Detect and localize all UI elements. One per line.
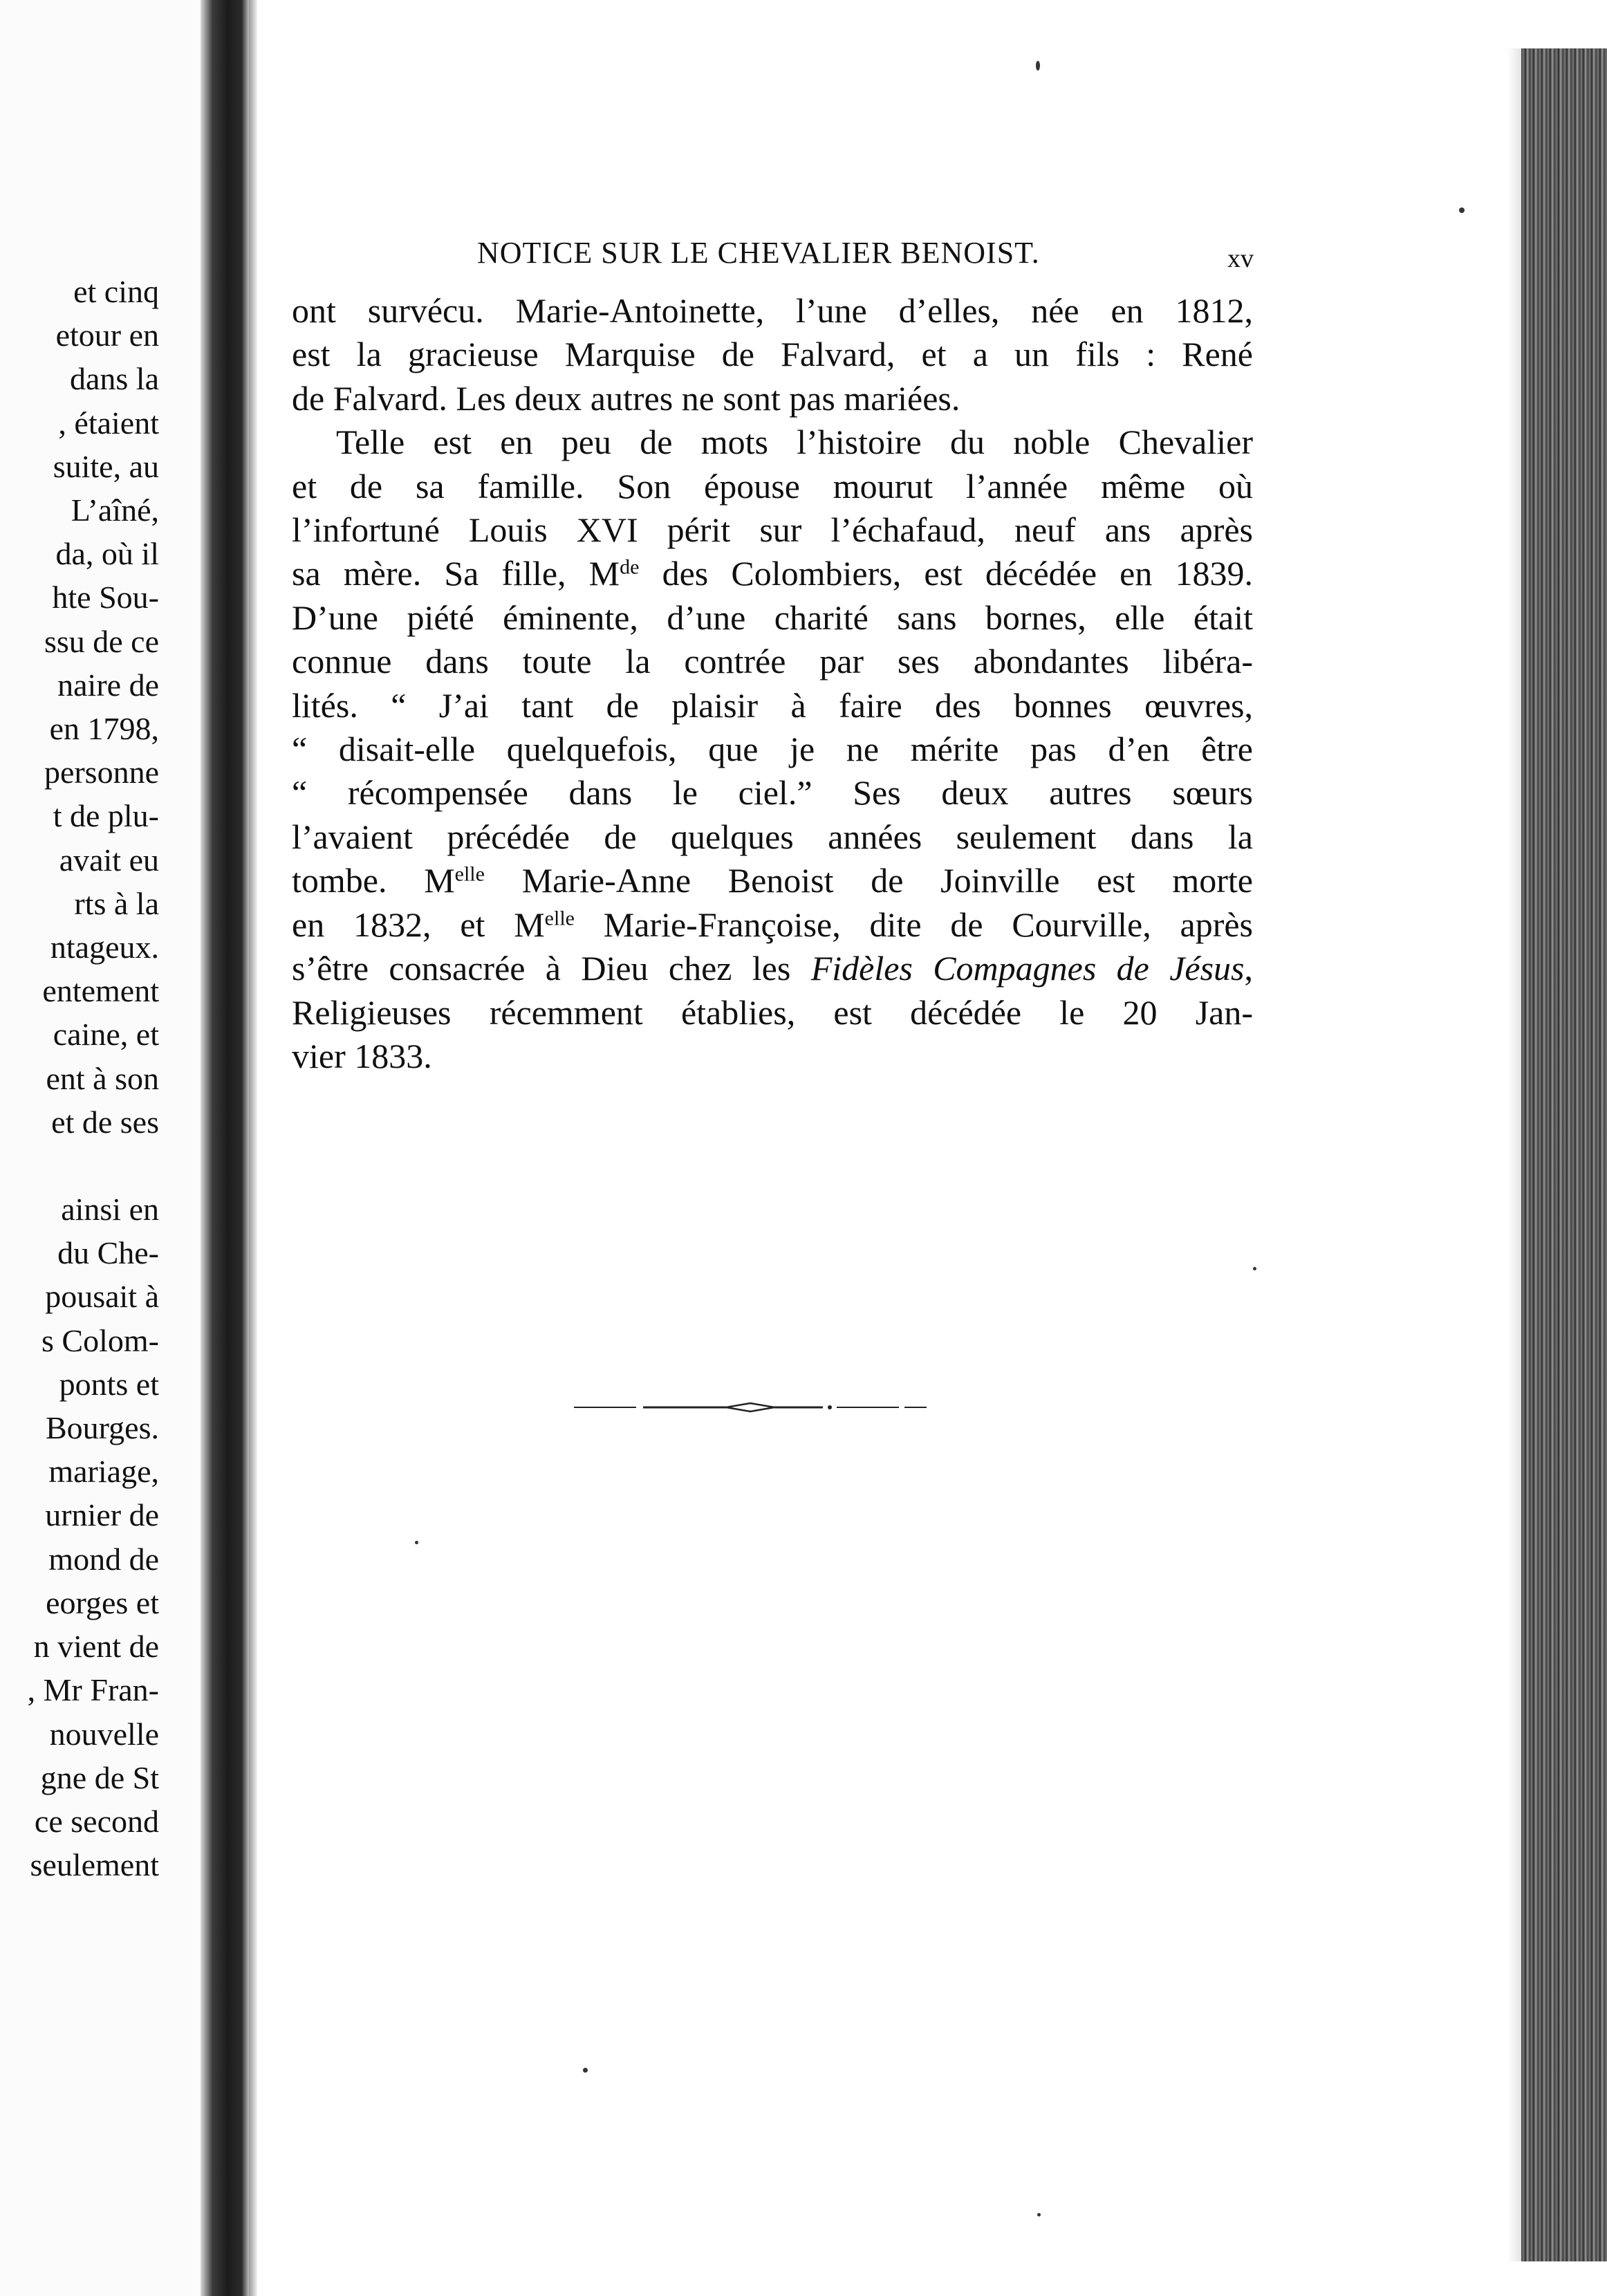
book-gutter <box>201 0 249 2296</box>
scan-speck <box>1253 1267 1256 1270</box>
left-line: s Colom- <box>41 1322 159 1358</box>
text-segment: Marie-Anne Benoist de Joinville est morte <box>484 861 1253 900</box>
left-line: da, où il <box>55 536 159 572</box>
text-segment: des Colombiers, est décédée en 1839. <box>639 554 1254 593</box>
left-line: caine, et <box>53 1017 159 1053</box>
text-line <box>292 859 1253 902</box>
left-line: avait eu <box>59 842 159 878</box>
left-facing-page <box>0 0 201 2296</box>
scan-speck <box>1036 61 1040 71</box>
body-text <box>292 289 1253 1078</box>
left-line: en 1798, <box>49 711 159 747</box>
text-line: lités. “ J’ai tant de plaisir à faire des bonnes œuvres, <box>292 685 1253 725</box>
left-line: urnier de <box>45 1497 159 1533</box>
text-line: l’avaient précédée de quelques années seulement dans la <box>292 817 1253 856</box>
left-line: du Che- <box>57 1235 159 1271</box>
text-line: ont survécu. Marie-Antoinette, l’une d’elles, née en 1812, <box>292 291 1253 330</box>
superscript: de <box>620 555 640 579</box>
left-line: seulement <box>30 1847 159 1883</box>
scan-speck <box>415 1541 418 1544</box>
left-line: et de ses <box>51 1104 159 1140</box>
text-line <box>292 552 1253 595</box>
italic-title: Fidèles Compagnes de Jésus <box>810 949 1245 988</box>
text-line: est la gracieuse Marquise de Falvard, et a un fils : René <box>292 335 1253 374</box>
text-segment: sa mère. Sa fille, M <box>292 554 620 593</box>
left-page-text <box>0 270 159 1887</box>
text-line: de Falvard. Les deux autres ne sont pas mariées. <box>292 378 960 418</box>
text-line: connue dans toute la contrée par ses abondantes libéra- <box>292 642 1253 681</box>
left-line: gne de St <box>40 1759 159 1795</box>
left-line: ce second <box>34 1803 159 1839</box>
left-line: mond de <box>48 1541 159 1577</box>
text-line: l’infortuné Louis XVI périt sur l’échafaud, neuf ans après <box>292 510 1253 550</box>
text-line: vier 1833. <box>292 1036 432 1075</box>
left-line-gap <box>0 1144 159 1187</box>
text-segment: tombe. M <box>292 861 455 900</box>
text-segment: s’être consacrée à Dieu chez les <box>292 949 811 988</box>
left-line: eorges et <box>46 1584 159 1620</box>
text-segment: , <box>1244 949 1253 988</box>
superscript: elle <box>454 862 485 886</box>
left-line: Bourges. <box>46 1410 159 1446</box>
left-line: t de plu- <box>53 798 159 834</box>
left-line: entement <box>42 973 159 1009</box>
scan-speck <box>1459 207 1465 213</box>
text-line <box>292 903 1253 947</box>
left-line: L’aîné, <box>71 492 159 528</box>
page-edges <box>1521 48 1607 2261</box>
scan-speck <box>1037 2213 1041 2216</box>
left-line: suite, au <box>53 448 159 484</box>
left-line: ent à son <box>46 1060 159 1096</box>
left-line: , Mr Fran- <box>27 1672 159 1708</box>
left-line: mariage, <box>48 1454 159 1490</box>
left-line: rts à la <box>74 885 159 921</box>
left-line: et cinq <box>73 274 159 309</box>
text-segment: en 1832, et M <box>292 905 545 944</box>
text-line: “ récompensée dans le ciel.” Ses deux autres sœurs <box>292 773 1253 813</box>
page-number: xv <box>1227 244 1254 273</box>
left-line: nouvelle <box>49 1716 159 1752</box>
gutter-shadow <box>249 0 257 2296</box>
left-line: ainsi en <box>61 1192 159 1228</box>
scan-speck <box>583 2068 588 2073</box>
left-line: ssu de ce <box>44 623 159 659</box>
left-line: hte Sou- <box>52 580 159 615</box>
left-line: naire de <box>57 667 159 703</box>
text-segment: Marie-Françoise, dite de Courville, après <box>574 905 1253 944</box>
text-line: et de sa famille. Son épouse mourut l’année même où <box>292 466 1253 506</box>
text-line: Religieuses récemment établies, est décédée le 20 Jan- <box>292 992 1253 1032</box>
text-line: Telle est en peu de mots l’histoire du noble Chevalier <box>336 423 1253 462</box>
text-line <box>292 947 1253 990</box>
superscript: elle <box>544 907 575 930</box>
text-line: “ disait-elle quelquefois, que je ne mérite pas d’en être <box>292 730 1253 769</box>
paragraph <box>292 289 1253 420</box>
left-line: personne <box>44 754 159 790</box>
ornament-rule <box>574 1397 927 1418</box>
text-line: D’une piété éminente, d’une charité sans bornes, elle était <box>292 598 1253 637</box>
running-header: NOTICE SUR LE CHEVALIER BENOIST. <box>477 236 1040 270</box>
paragraph <box>292 420 1253 1078</box>
left-line: etour en <box>55 317 159 353</box>
left-line: ponts et <box>59 1366 159 1402</box>
left-line: dans la <box>69 361 159 397</box>
left-line: n vient de <box>33 1629 159 1665</box>
left-line: ntageux. <box>50 929 159 965</box>
left-line: , étaient <box>58 405 159 441</box>
left-line: pousait à <box>45 1279 159 1315</box>
